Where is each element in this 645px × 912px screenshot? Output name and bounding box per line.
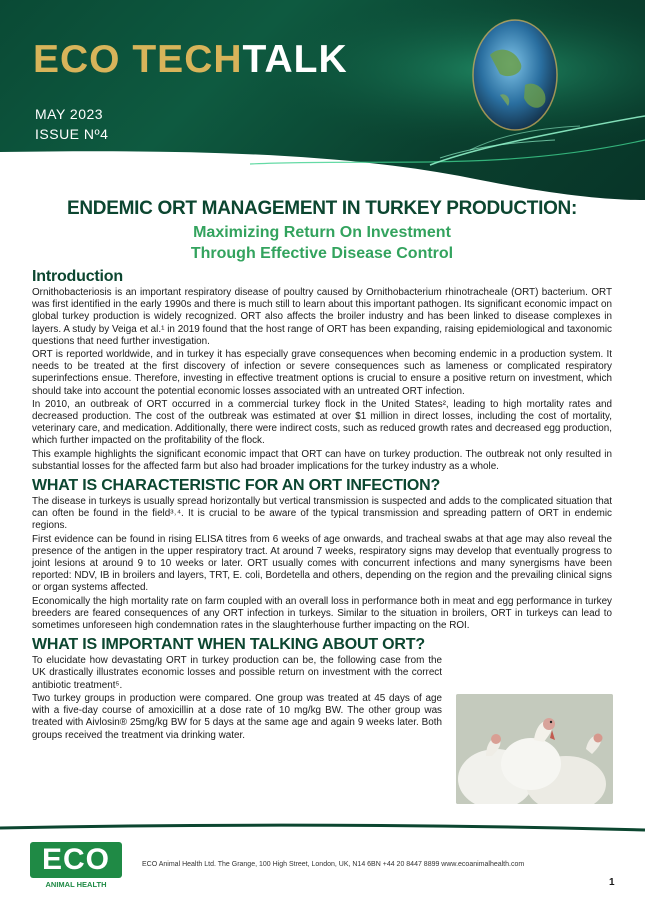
paragraph: Two turkey groups in production were compared. One group was treated at 45 days of age with a five-day course of amoxicillin at a dose rate of 10 mg/kg BW. The other group was treated with Aivlosin® 25mg/kg BW for 5 days at the same age and again 9 weeks later. Both groups received the treatment via drinking water. xyxy=(32,692,442,741)
paragraph: This example highlights the significant economic impact that ORT can have on turkey production. The outbreak not only resulted in substantial losses for the affected farm but also had broader implications for the turkey industry as a whole. xyxy=(32,448,612,472)
section-heading-important: WHAT IS IMPORTANT WHEN TALKING ABOUT ORT? xyxy=(32,636,425,654)
brand-talk: TALK xyxy=(242,38,348,81)
article xyxy=(32,198,612,743)
paragraph: ORT is reported worldwide, and in turkey it has especially grave consequences when becoming endemic in a production system. It needs to be treated at the first discovery of infection or severe consequences such as lameness or complicated respiratory superinfections ensue. Therefore, investing in effective treatment options is crucial to ensure a positive return on investment, which should take into account the potential economic losses associated with an untreated ORT infection. xyxy=(32,349,612,397)
logo-subtext: ANIMAL HEALTH xyxy=(45,880,107,889)
eco-animal-health-logo xyxy=(30,842,122,892)
issue-number: ISSUE Nº4 xyxy=(35,126,109,142)
brand-title xyxy=(33,38,348,82)
article-subtitle-1: Maximizing Return On Investment xyxy=(193,224,451,241)
section-heading-introduction: Introduction xyxy=(32,268,123,285)
footer-address: ECO Animal Health Ltd. The Grange, 100 High Street, London, UK, N14 6BN +44 20 8447 8899 www.ecoanimalhealth.com xyxy=(142,861,525,868)
page-number: 1 xyxy=(609,877,615,888)
paragraph: Ornithobacteriosis is an important respiratory disease of poultry caused by Ornithobacterium rhinotracheale (ORT) bacterium. ORT was first identified in the early 1990s and there is much still to learn about this important pathogen. Its significant economic impact on global turkey production is widely recognized. ORT also affects the broiler industry and has been linked to disease complexes in layers. A study by Veiga et al.¹ in 2019 found that the host range of ORT has been expanding, raising epidemiological and taxonomic questions that need further investigation. xyxy=(32,287,612,347)
header-decoration xyxy=(0,0,645,200)
paragraph: First evidence can be found in rising ELISA titres from 6 weeks of age onwards, and tracheal swabs at that age may also reveal the presence of the antigen in the upper respiratory tract. At around 7 weeks, respiratory signs may develop that eventually progress to joint lesions at around 9 to 10 weeks or later. ORT usually comes with concurrent infections and many synergisms have been reported: NDV, IB in broilers and layers, TRT, E. coli, Bordetella and others, depending on the region and the prevailing clinical signs or organ systems affected. xyxy=(32,533,612,594)
issue-date: MAY 2023 xyxy=(35,106,104,122)
article-subtitle-2: Through Effective Disease Control xyxy=(190,245,454,262)
article-title: ENDEMIC ORT MANAGEMENT IN TURKEY PRODUCTION: xyxy=(66,198,577,219)
paragraph: In 2010, an outbreak of ORT occurred in a commercial turkey flock in the United States², leading to high mortality rates and decreased production. The cost of the outbreak was estimated at over $1 million in direct losses, including the cost of mortality, veterinary care, and medication. Additionally, there were indirect costs, such as reduced growth rates and decreased egg production, which further impacted on the profitability of the flock. xyxy=(32,398,612,447)
brand-eco: ECO xyxy=(33,38,133,81)
header-banner xyxy=(0,0,645,200)
brand-tech: TECH xyxy=(132,38,243,81)
paragraph: The disease in turkeys is usually spread horizontally but vertical transmission is suspected and adds to the complicated situation that can often be found in the field³˒⁴. It is crucial to be aware of the typical transmission and spreading pattern of ORT in endemic regions. xyxy=(32,496,612,532)
paragraph: To elucidate how devastating ORT in turkey production can be, the following case from the UK drastically illustrates economic losses and possible return on investment with the correct antibiotic treatment⁵. xyxy=(32,655,442,691)
turkey-photo xyxy=(456,694,613,804)
paragraph: Economically the high mortality rate on farm coupled with an overall loss in performance both in meat and egg performance in turkey breeders are feared consequences of any ORT infection in turkeys. Similar to the situation in broilers, ORT in turkeys can lead to sometimes unforeseen high condemnation rates in the slaughterhouse further impacting on the ROI. xyxy=(32,595,612,632)
logo-text: ECO xyxy=(30,842,122,878)
section-heading-characteristic: WHAT IS CHARACTERISTIC FOR AN ORT INFECTION? xyxy=(32,477,441,495)
